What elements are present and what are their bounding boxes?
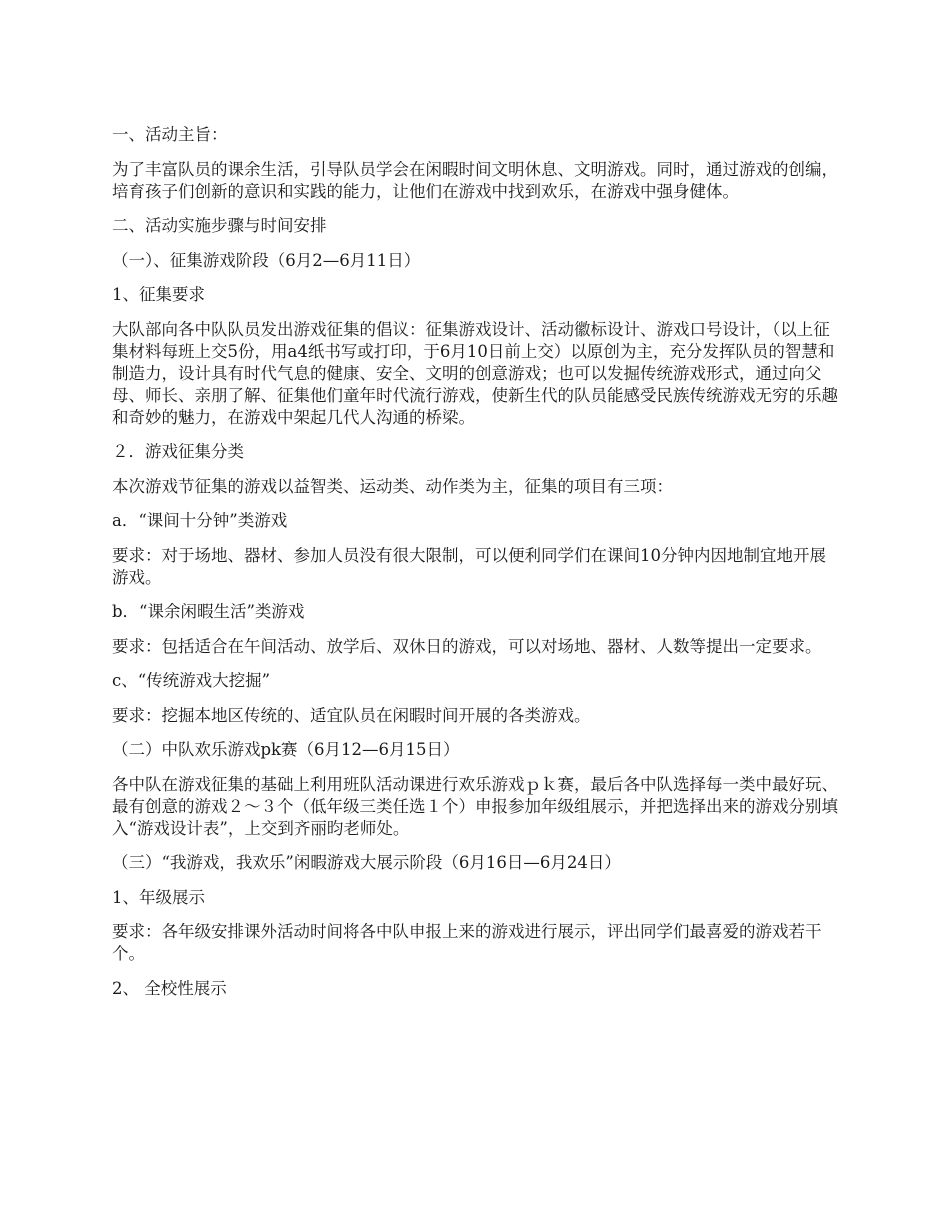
document-body	[112, 124, 842, 1012]
section-heading-purpose: 一、活动主旨：	[112, 125, 228, 144]
item-heading-school-showcase: 2、 全校性展示	[112, 978, 227, 998]
category-c-requirement: 要求：挖掘本地区传统的、适宜队员在闲暇时间开展的各类游戏。	[112, 705, 591, 725]
subsection-heading-collect: （一）、征集游戏阶段（6月2—6月11日）	[112, 250, 421, 270]
paragraph-game-categories: 本次游戏节征集的游戏以益智类、运动类、动作类为主，征集的项目有三项：	[112, 476, 673, 496]
subsection-heading-pk: （二）中队欢乐游戏pk赛（6月12—6月15日）	[112, 740, 460, 759]
category-c-heading: c、“传统游戏大挖掘”	[112, 671, 271, 690]
category-b-heading: b．“课余闲暇生活”类游戏	[112, 602, 305, 621]
paragraph-collect-requirements: 大队部向各中队队员发出游戏征集的倡议：征集游戏设计、活动徽标设计、游戏口号设计，（以上征集材料每班上交5份，用a4纸书写或打印，于6月10日前上交）以原创为主，充分发挥队员的智慧和制造力，设计具有时代气息的健康、安全、文明的创意游戏；也可以发掘传统游戏形式，通过向父母、师长、亲朋了解、征集他们童年时代流行游戏，使新生代的队员能感受民族传统游戏无穷的乐趣和奇妙的魅力，在游戏中架起几代人沟通的桥梁。	[112, 319, 838, 427]
category-b-requirement: 要求：包括适合在午间活动、放学后、双休日的游戏，可以对场地、器材、人数等提出一定要求。	[112, 636, 822, 656]
section-heading-steps: 二、活动实施步骤与时间安排	[112, 216, 327, 235]
paragraph-grade-showcase: 要求：各年级安排课外活动时间将各中队申报上来的游戏进行展示，评出同学们最喜爱的游戏若干个。	[112, 922, 822, 963]
subsection-heading-showcase: （三）“我游戏，我欢乐”闲暇游戏大展示阶段（6月16日—6月24日）	[112, 853, 621, 872]
item-heading-collect-requirements: 1、征集要求	[112, 285, 205, 304]
category-a-heading: a．“课间十分钟”类游戏	[112, 511, 288, 530]
paragraph-pk: 各中队在游戏征集的基础上利用班队活动课进行欢乐游戏ｐｋ赛，最后各中队选择每一类中最好玩、最有创意的游戏２～３个（低年级三类任选１个）申报参加年级组展示，并把选择出来的游戏分别填入“游戏设计表”，上交到齐丽昀老师处。	[112, 774, 838, 838]
category-a-requirement: 要求：对于场地、器材、参加人员没有很大限制，可以便利同学们在课间10分钟内因地制宜地开展游戏。	[112, 545, 826, 587]
item-heading-game-categories: ２．游戏征集分类	[112, 442, 244, 461]
item-heading-grade-showcase: 1、年级展示	[112, 887, 205, 907]
paragraph-purpose: 为了丰富队员的课余生活，引导队员学会在闲暇时间文明休息、文明游戏。同时，通过游戏的创编，培育孩子们创新的意识和实践的能力，让他们在游戏中找到欢乐，在游戏中强身健体。	[112, 159, 838, 201]
